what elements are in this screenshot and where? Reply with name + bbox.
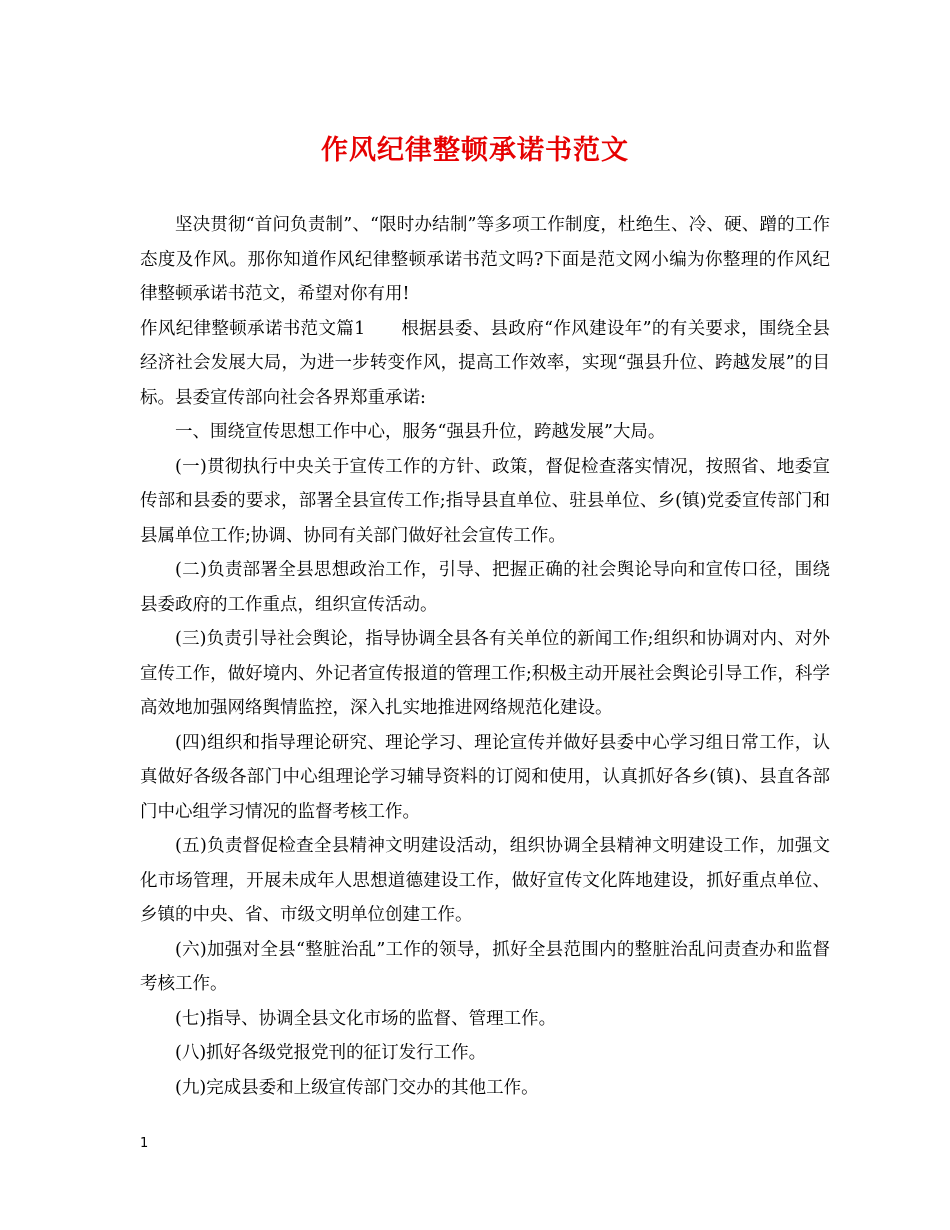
paragraph-item-1-4: (四)组织和指导理论研究、理论学习、理论宣传并做好县委中心学习组日常工作，认真做好各级各部门中心组理论学习辅导资料的订阅和使用，认真抓好各乡(镇)、县直各部门中心组学习情况的监督考核工作。 — [140, 732, 830, 822]
paragraph-item-1-9: (九)完成县委和上级宣传部门交办的其他工作。 — [175, 1077, 539, 1098]
paragraph-item-1-6: (六)加强对全县“整脏治乱”工作的领导，抓好全县范围内的整脏治乱问责查办和监督考核工作。 — [140, 939, 830, 994]
paragraph-section-heading: 作风纪律整顿承诺书范文篇1 根据县委、县政府“作风建设年”的有关要求，围绕全县经济社会发展大局，为进一步转变作风，提高工作效率，实现“强县升位、跨越发展”的目标。县委宣传部向社会各界郑重承诺: — [140, 318, 830, 408]
paragraph-item-1-1: (一)贯彻执行中央关于宣传工作的方针、政策，督促检查落实情况，按照省、地委宣传部和县委的要求，部署全县宣传工作;指导县直单位、驻县单位、乡(镇)党委宣传部门和县属单位工作;协调、协同有关部门做好社会宣传工作。 — [140, 456, 830, 546]
paragraph-item-1-3: (三)负责引导社会舆论，指导协调全县各有关单位的新闻工作;组织和协调对内、对外宣传工作，做好境内、外记者宣传报道的管理工作;积极主动开展社会舆论引导工作，科学高效地加强网络舆情监控，深入扎实地推进网络规范化建设。 — [140, 629, 830, 718]
paragraph-item-1-5: (五)负责督促检查全县精神文明建设活动，组织协调全县精神文明建设工作，加强文化市场管理，开展未成年人思想道德建设工作，做好宣传文化阵地建设，抓好重点单位、乡镇的中央、省、市级文明单位创建工作。 — [140, 836, 830, 925]
paragraph-item-1-8: (八)抓好各级党报党刊的征订发行工作。 — [175, 1043, 487, 1063]
document-title: 作风纪律整顿承诺书范文 — [321, 135, 629, 166]
paragraph-item-1: 一、围绕宣传思想工作中心，服务“强县升位，跨越发展”大局。 — [175, 422, 666, 442]
paragraph-intro: 坚决贯彻“首问负责制”、“限时办结制”等多项工作制度，杜绝生、冷、硬、蹭的工作态度及作风。那你知道作风纪律整顿承诺书范文吗?下面是范文网小编为你整理的作风纪律整顿承诺书范文，希望对你有用! — [140, 215, 830, 304]
paragraph-item-1-2: (二)负责部署全县思想政治工作，引导、把握正确的社会舆论导向和宣传口径，围绕县委政府的工作重点，组织宣传活动。 — [140, 560, 830, 615]
paragraph-item-1-7: (七)指导、协调全县文化市场的监督、管理工作。 — [175, 1008, 557, 1029]
document-body — [140, 208, 830, 1105]
page-number: 1 — [140, 1136, 149, 1151]
